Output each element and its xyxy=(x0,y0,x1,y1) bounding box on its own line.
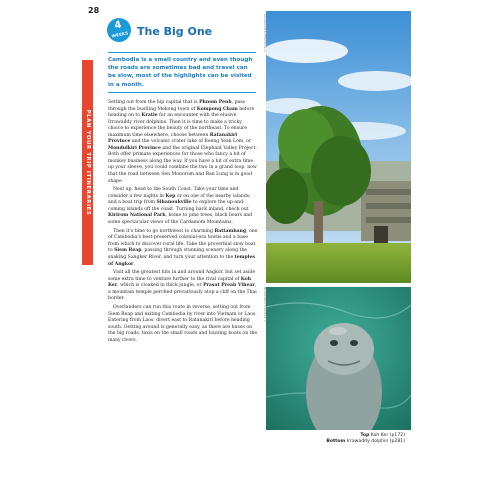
place-name: Kratie xyxy=(141,113,158,119)
place-name: Kep xyxy=(165,193,176,199)
irrawaddy-dolphin-photo xyxy=(266,287,411,430)
caption-bottom-label: Bottom xyxy=(326,439,346,444)
itinerary-body xyxy=(108,100,258,347)
photo-credit-bottom: MAURO/SHUTTERSTOCK © xyxy=(263,287,266,322)
body-run: Setting out from the hip capital that is xyxy=(108,100,200,105)
duration-badge xyxy=(105,16,133,44)
body-run: for an encounter with the elusive Irrawaddy river dolphins. Then it is time to make a tricky choice to experience the beauty of the northeast. To ensure maximum time elsewhere, choose between xyxy=(108,113,247,138)
place-name: Kompong Cham xyxy=(196,106,238,112)
body-run: , pass through the bustling Mekong town of xyxy=(108,100,246,112)
body-run: Visit all the greatest hits in and around Angkor, but set aside some extra time to venture further to the rival capital of xyxy=(108,270,256,282)
koh-ker-temple-photo xyxy=(266,11,411,283)
body-run: Next up, head to the South Coast. Take your time and consider a few nights in xyxy=(108,187,239,199)
body-run: Overlanders can run this route in reverse, setting out from Siem Reap and exiting Cambodia by river into Vietnam or Laos. Entering from Laos, divert east to Ratanakiri before heading south. Getting around is generally easy, as there are buses on the big roads, taxis on the small roads and buzzing boats on the many rivers. xyxy=(108,305,258,343)
place-name: Prasat Preah Vihear xyxy=(203,283,255,289)
place-name: Mondulkiri Province xyxy=(108,145,161,151)
body-paragraph xyxy=(108,305,258,344)
body-run: and the volcanic crater lake of Boeng Yeak Lom, or xyxy=(130,139,251,145)
page-number: 28 xyxy=(88,6,100,15)
body-run: to explore the up-and-coming islands off the coast. Turning back inland, check out xyxy=(108,200,249,212)
body-run: , a mountain temple perched precariously atop a cliff on the Thai border. xyxy=(108,283,257,302)
body-run: . xyxy=(133,261,135,267)
place-name: Battambang xyxy=(214,228,247,234)
place-name: Siem Reap xyxy=(114,248,142,254)
badge-number: 4 xyxy=(113,19,123,32)
body-paragraph xyxy=(108,270,258,303)
caption-top-label: Top xyxy=(360,433,370,438)
body-run: , which is cloaked in thick jungle, or xyxy=(117,283,204,289)
caption-bottom xyxy=(326,439,405,445)
body-run: , passing through stunning scenery along the snaking Sangker River, and turn your attention to the xyxy=(108,248,248,260)
photo-credit-top: GOODLUZ/SHUTTERSTOCK © xyxy=(263,14,266,53)
caption-top-text: Koh Ker (p172) xyxy=(370,433,405,438)
temple-jungle-image xyxy=(266,11,411,283)
photo-caption xyxy=(326,433,405,445)
itinerary-title: The Big One xyxy=(137,25,213,38)
place-name: Kirirom National Park xyxy=(108,213,166,219)
intro-text: Cambodia is a small country and even though the roads are sometimes bad and travel can be slow, most of the highlights can be visited in a month. xyxy=(108,52,256,93)
body-run: Then it's time to go northwest to charming xyxy=(113,228,215,234)
body-run: , home to pine trees, black bears and some spectacular views of the Cardamom Mountains. xyxy=(108,213,253,226)
dolphin-image xyxy=(266,287,411,430)
body-run: , one of Cambodia's best-preserved colonial-era towns and a base from which to discover rural life. Take the proverbial slow boat to xyxy=(108,228,258,254)
badge-unit: WEEKS xyxy=(111,30,129,39)
section-tab-label: PLAN YOUR TRIP ITINERARIES xyxy=(85,109,91,216)
body-paragraph xyxy=(108,100,258,185)
place-name: Sihanoukville xyxy=(156,200,192,206)
body-paragraph xyxy=(108,229,258,268)
body-run: and the original Elephant Valley Project. Both offer primate experiences for those who fancy a bit of monkey business along the way. If you have a bit of extra time up your sleeve, you could combine the two in a grand loop, now that the road between Sen Monorom and Ban Lung is in good shape. xyxy=(108,145,257,184)
section-side-tab xyxy=(82,60,93,265)
body-run: before heading on to xyxy=(108,106,255,119)
place-name: Koh Ker xyxy=(108,276,252,289)
place-name: Phnom Penh xyxy=(199,100,232,105)
body-run: or on one of the nearby islands, and a boat trip from xyxy=(108,193,251,206)
place-name: temples of Angkor xyxy=(108,254,255,267)
place-name: Ratanakiri Province xyxy=(108,132,238,145)
body-paragraph xyxy=(108,187,258,226)
caption-bottom-text: Irrawaddy dolphin (p281) xyxy=(346,439,405,444)
